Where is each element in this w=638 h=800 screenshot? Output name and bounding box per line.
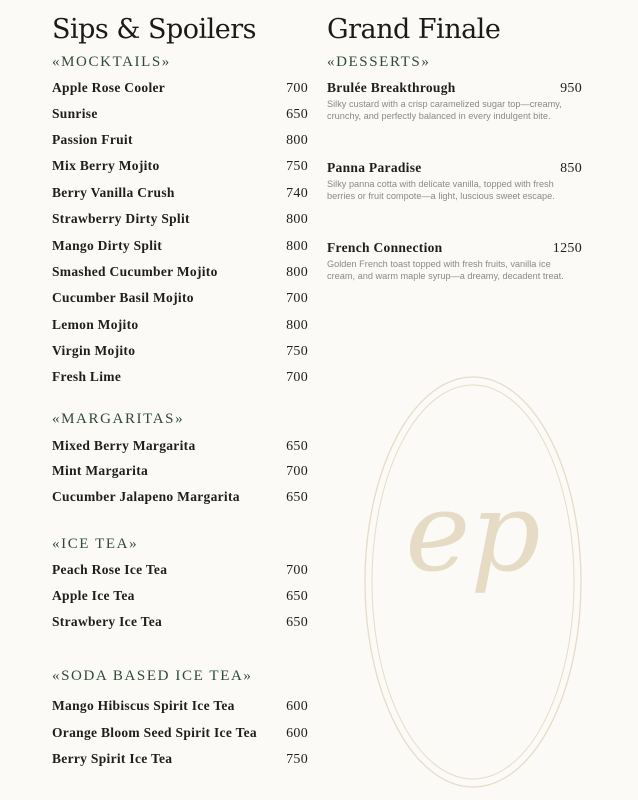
menu-item	[52, 369, 308, 386]
section-title-margaritas: «MARGARITAS»	[52, 411, 185, 427]
item-name: Mint Margarita	[52, 463, 149, 478]
section-title-soda-ice-tea: «SODA BASED ICE TEA»	[52, 668, 253, 684]
dessert-price: 850	[560, 161, 582, 176]
item-price: 700	[286, 464, 308, 479]
menu-item	[52, 438, 308, 455]
item-price: 740	[286, 186, 308, 201]
item-name: Sunrise	[52, 106, 98, 121]
dessert-name: Panna Paradise	[327, 160, 422, 175]
menu-item	[52, 751, 308, 768]
item-price: 600	[286, 699, 308, 714]
item-price: 700	[286, 563, 308, 578]
dessert-name: Brulée Breakthrough	[327, 80, 456, 95]
logo-monogram: ep	[405, 468, 541, 596]
menu-item	[52, 264, 308, 281]
item-name: Mix Berry Mojito	[52, 158, 160, 173]
item-price: 800	[286, 318, 308, 333]
item-name: Orange Bloom Seed Spirit Ice Tea	[52, 725, 257, 740]
item-name: Mango Hibiscus Spirit Ice Tea	[52, 698, 235, 713]
item-name: Fresh Lime	[52, 369, 122, 384]
dessert-description: Silky panna cotta with delicate vanilla, topped with fresh berries or fruit compote—a light, luscious sweet escape.	[327, 179, 555, 201]
item-name: Strawbery Ice Tea	[52, 614, 163, 629]
item-name: Virgin Mojito	[52, 343, 136, 358]
menu-item	[52, 238, 308, 255]
item-price: 800	[286, 239, 308, 254]
item-name: Cucumber Basil Mojito	[52, 290, 194, 305]
dessert-description: Silky custard with a crisp caramelized sugar top—creamy, crunchy, and perfectly balanced in every indulgent bite.	[327, 99, 562, 121]
menu-item	[52, 211, 308, 228]
item-name: Strawberry Dirty Split	[52, 211, 190, 226]
section-title-desserts: «DESSERTS»	[327, 54, 431, 70]
item-price: 650	[286, 439, 308, 454]
item-name: Apple Ice Tea	[52, 588, 135, 603]
left-column-title: Sips & Spoilers	[52, 14, 257, 45]
section-title-ice-tea: «ICE TEA»	[52, 536, 139, 552]
section-title-mocktails: «MOCKTAILS»	[52, 54, 171, 70]
item-name: Berry Spirit Ice Tea	[52, 751, 173, 766]
item-name: Smashed Cucumber Mojito	[52, 264, 218, 279]
item-price: 700	[286, 370, 308, 385]
menu-item	[52, 343, 308, 360]
menu-item	[52, 290, 308, 307]
menu-item	[52, 106, 308, 123]
item-name: Mango Dirty Split	[52, 238, 163, 253]
dessert-item	[327, 240, 582, 282]
menu-item	[52, 158, 308, 175]
dessert-price: 950	[560, 81, 582, 96]
item-price: 700	[286, 81, 308, 96]
item-price: 650	[286, 107, 308, 122]
item-price: 600	[286, 726, 308, 741]
dessert-name: French Connection	[327, 240, 443, 255]
item-price: 650	[286, 589, 308, 604]
item-price: 700	[286, 291, 308, 306]
menu-item	[52, 725, 308, 742]
item-price: 800	[286, 133, 308, 148]
menu-item	[52, 463, 308, 480]
item-price: 800	[286, 212, 308, 227]
menu-item	[52, 614, 308, 631]
menu-item	[52, 185, 308, 202]
right-column-title: Grand Finale	[327, 14, 501, 45]
item-price: 750	[286, 159, 308, 174]
dessert-price: 1250	[552, 241, 582, 256]
menu-item	[52, 132, 308, 149]
dessert-item	[327, 80, 582, 122]
menu-item	[52, 698, 308, 715]
menu-item	[52, 80, 308, 97]
item-name: Lemon Mojito	[52, 317, 139, 332]
dessert-description: Golden French toast topped with fresh fruits, vanilla ice cream, and warm maple syrup—a dreamy, decadent treat.	[327, 259, 564, 281]
menu-item	[52, 588, 308, 605]
item-price: 650	[286, 490, 308, 505]
menu-item	[52, 489, 308, 506]
menu-item	[52, 317, 308, 334]
item-name: Mixed Berry Margarita	[52, 438, 196, 453]
item-price: 750	[286, 752, 308, 767]
item-name: Berry Vanilla Crush	[52, 185, 175, 200]
ep-monogram-logo	[358, 370, 588, 795]
dessert-item	[327, 160, 582, 202]
item-price: 750	[286, 344, 308, 359]
item-price: 800	[286, 265, 308, 280]
item-name: Peach Rose Ice Tea	[52, 562, 168, 577]
menu-item	[52, 562, 308, 579]
item-name: Passion Fruit	[52, 132, 133, 147]
item-name: Cucumber Jalapeno Margarita	[52, 489, 240, 504]
item-name: Apple Rose Cooler	[52, 80, 166, 95]
item-price: 650	[286, 615, 308, 630]
